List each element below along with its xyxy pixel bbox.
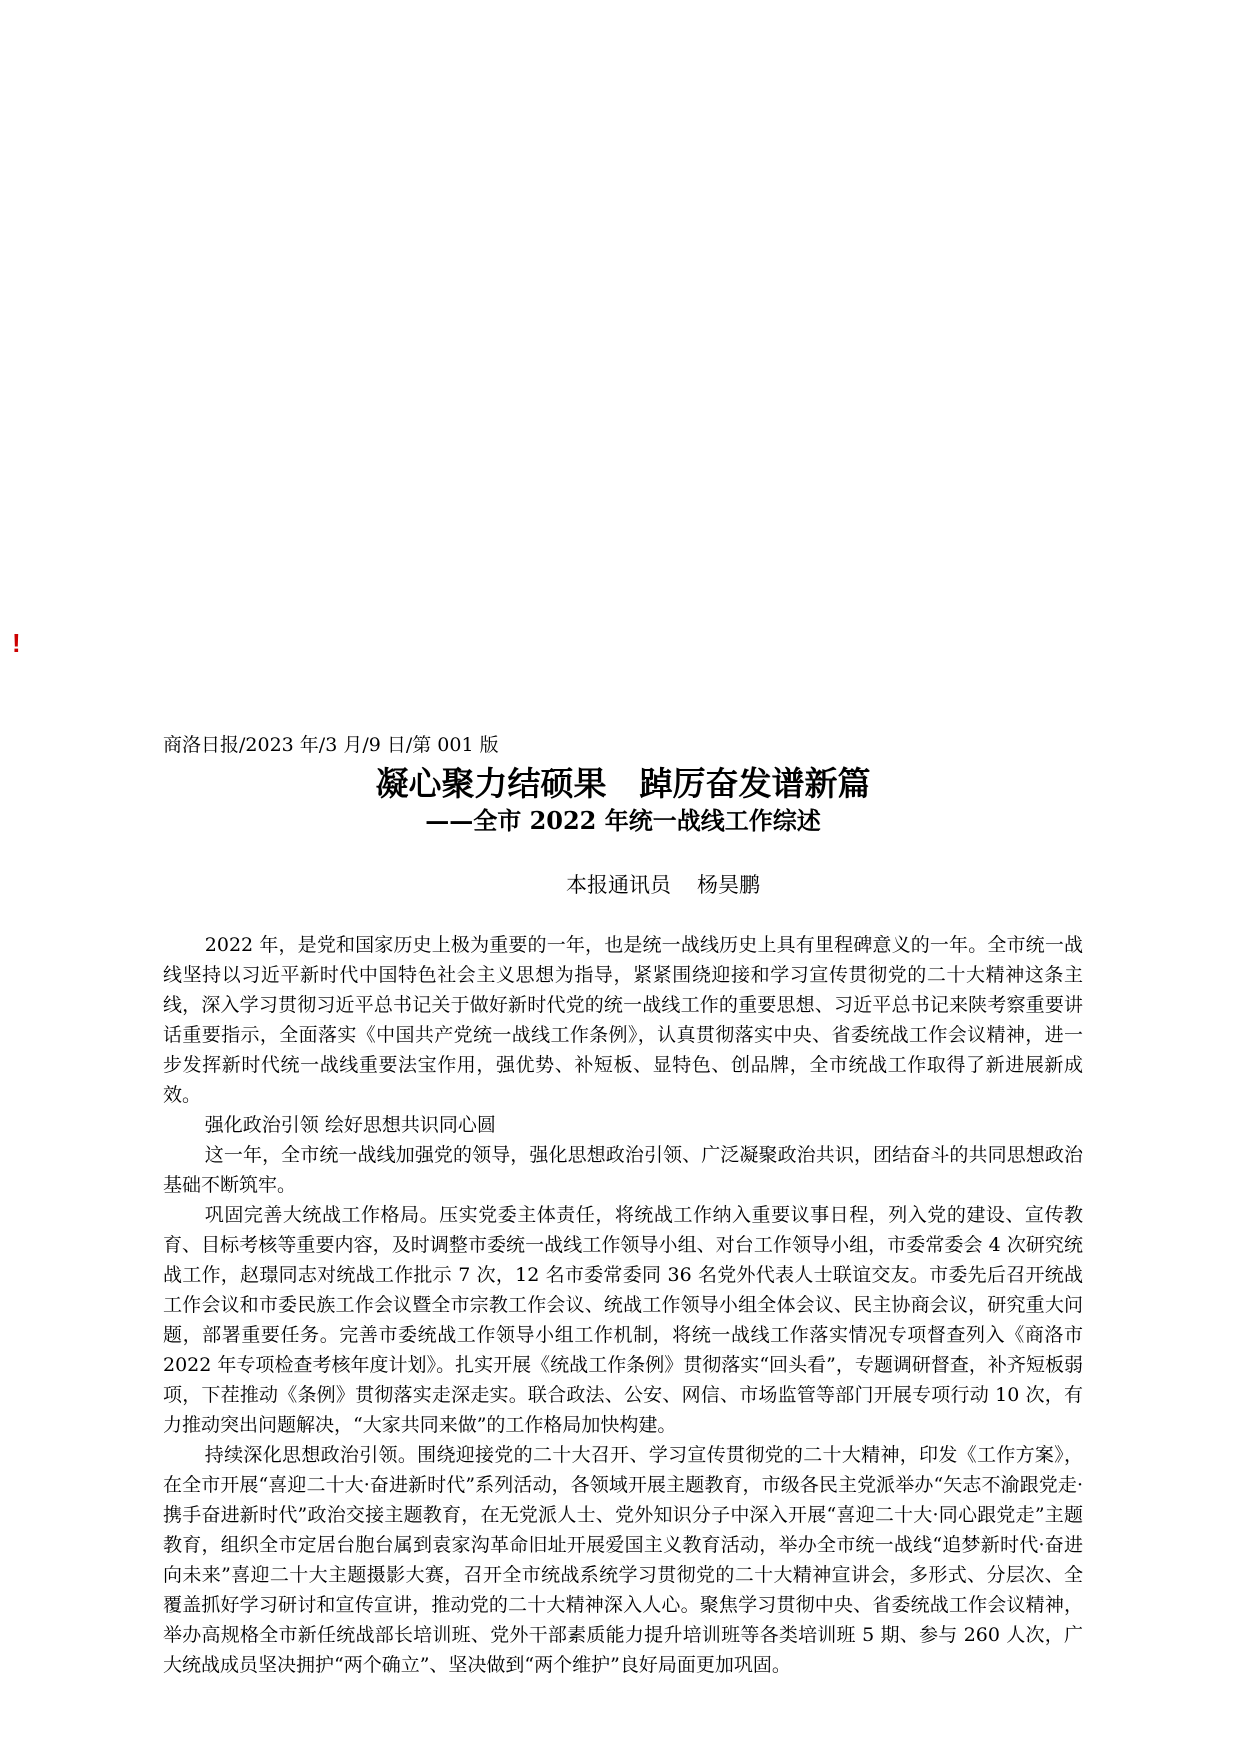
headline: 凝心聚力结硕果 踔厉奋发谱新篇 xyxy=(375,764,871,803)
paragraph-summary: 这一年，全市统一战线加强党的领导，强化思想政治引领、广泛凝聚政治共识，团结奋斗的共同思想政治基础不断筑牢。 xyxy=(163,1144,1083,1196)
byline xyxy=(243,870,1083,900)
paragraph-intro: 2022 年，是党和国家历史上极为重要的一年，也是统一战线历史上具有里程碑意义的一年。全市统一战线坚持以习近平新时代中国特色社会主义思想为指导，紧紧围绕迎接和学习宣传贯彻党的二十大精神这条主线，深入学习贯彻习近平总书记关于做好新时代党的统一战线工作的重要思想、习近平总书记来陕考察重要讲话重要指示，全面落实《中国共产党统一战线工作条例》，认真贯彻落实中央、省委统战工作会议精神，进一步发挥新时代统一战线重要法宝作用，强优势、补短板、显特色、创品牌，全市统战工作取得了新进展新成效。 xyxy=(163,934,1083,1106)
paragraph-united-front-structure: 巩固完善大统战工作格局。压实党委主体责任，将统战工作纳入重要议事日程，列入党的建设、宣传教育、目标考核等重要内容，及时调整市委统一战线工作领导小组、对台工作领导小组，市委常委会 4 次研究统战工作，赵璟同志对统战工作批示 7 次，12 名市委常委同 36 名党外代表人士联谊交友。市委先后召开统战工作会议和市委民族工作会议暨全市宗教工作会议、统战工作领导小组全体会议、民主协商会议，研究重大问题，部署重要任务。完善市委统战工作领导小组工作机制，将统一战线工作落实情况专项督查列入《商洛市 2022 年专项检查考核年度计划》。扎实开展《统战工作条例》贯彻落实“回头看”，专题调研督查，补齐短板弱项，下茬推动《条例》贯彻落实走深走实。联合政法、公安、网信、市场监管等部门开展专项行动 10 次，有力推动突出问题解决，“大家共同来做”的工作格局加快构建。 xyxy=(163,1204,1083,1436)
article xyxy=(163,730,1083,1680)
section-heading: 强化政治引领 绘好思想共识同心圆 xyxy=(204,1114,496,1136)
byline-role: 本报通讯员 xyxy=(566,873,671,897)
source-line: 商洛日报/2023 年/3 月/9 日/第 001 版 xyxy=(163,734,499,756)
subtitle: ——全市 2022 年统一战线工作综述 xyxy=(425,806,821,835)
byline-name: 杨昊鹏 xyxy=(697,873,760,897)
margin-exclamation-mark: ! xyxy=(12,628,21,658)
paragraph-political-guidance: 持续深化思想政治引领。围绕迎接党的二十大召开、学习宣传贯彻党的二十大精神，印发《工作方案》，在全市开展“喜迎二十大·奋进新时代”系列活动，各领域开展主题教育，市级各民主党派举办“矢志不渝跟党走·携手奋进新时代”政治交接主题教育，在无党派人士、党外知识分子中深入开展“喜迎二十大·同心跟党走”主题教育，组织全市定居台胞台属到袁家沟革命旧址开展爱国主义教育活动，举办全市统一战线“追梦新时代·奋进向未来”喜迎二十大主题摄影大赛，召开全市统战系统学习贯彻党的二十大精神宣讲会，多形式、分层次、全覆盖抓好学习研讨和宣传宣讲，推动党的二十大精神深入人心。聚焦学习贯彻中央、省委统战工作会议精神，举办高规格全市新任统战部长培训班、党外干部素质能力提升培训班等各类培训班 5 期、参与 260 人次，广大统战成员坚决拥护“两个确立”、坚决做到“两个维护”良好局面更加巩固。 xyxy=(163,1444,1083,1676)
